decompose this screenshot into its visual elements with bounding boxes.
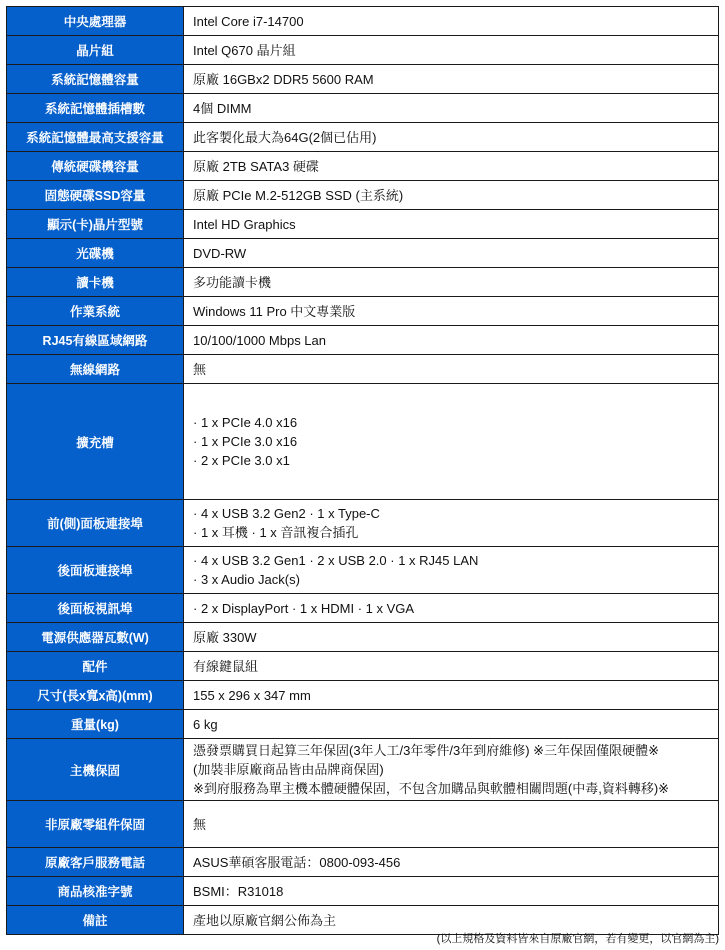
spec-value [184, 239, 719, 268]
spec-value-line: · 1 x PCIe 3.0 x16 [193, 434, 298, 449]
spec-value [184, 326, 719, 355]
spec-value [184, 65, 719, 94]
spec-value-line: 6 kg [193, 716, 218, 732]
spec-row [7, 268, 719, 297]
spec-value [184, 848, 719, 877]
spec-value-line: 有線鍵鼠組 [193, 658, 259, 674]
spec-value-line: Intel Core i7-14700 [193, 13, 304, 29]
spec-value-line: 原廠 2TB SATA3 硬碟 [193, 158, 319, 174]
spec-label: 作業系統 [7, 297, 184, 326]
spec-value-line: DVD-RW [193, 245, 247, 261]
spec-label: 備註 [7, 906, 184, 935]
spec-label: 原廠客戶服務電話 [7, 848, 184, 877]
spec-label: 非原廠零組件保固 [7, 801, 184, 848]
spec-value-line: · 4 x USB 3.2 Gen2 · 1 x Type-C [193, 506, 380, 521]
spec-label: 主機保固 [7, 739, 184, 801]
spec-value-line: 原廠 PCIe M.2-512GB SSD (主系統) [193, 187, 404, 203]
spec-value [184, 547, 719, 594]
spec-value-line: Windows 11 Pro 中文專業版 [193, 303, 356, 319]
spec-value-line: · 3 x Audio Jack(s) [193, 572, 300, 587]
spec-row [7, 681, 719, 710]
spec-value-line: 多功能讀卡機 [193, 274, 272, 290]
spec-value [184, 123, 719, 152]
spec-label: 無線網路 [7, 355, 184, 384]
spec-value [184, 652, 719, 681]
spec-value [184, 801, 719, 848]
spec-row [7, 326, 719, 355]
spec-row [7, 848, 719, 877]
spec-value-line: · 1 x 耳機 · 1 x 音訊複合插孔 [193, 525, 359, 540]
spec-value [184, 36, 719, 65]
spec-label: 系統記憶體最高支援容量 [7, 123, 184, 152]
spec-value [184, 623, 719, 652]
spec-label: 後面板視訊埠 [7, 594, 184, 623]
spec-row [7, 594, 719, 623]
spec-row [7, 623, 719, 652]
spec-value-line: 原廠 330W [193, 629, 257, 645]
spec-value [184, 210, 719, 239]
spec-label: 電源供應器瓦數(W) [7, 623, 184, 652]
spec-value [184, 384, 719, 500]
spec-label: 商品核准字號 [7, 877, 184, 906]
spec-value-line: ASUS華碩客服電話：0800-093-456 [193, 854, 401, 870]
spec-value [184, 681, 719, 710]
spec-label: 系統記憶體插槽數 [7, 94, 184, 123]
spec-label: 光碟機 [7, 239, 184, 268]
spec-value [184, 7, 719, 36]
spec-row [7, 384, 719, 500]
spec-value-line: 4個 DIMM [193, 100, 252, 116]
spec-label: 尺寸(長x寬x高)(mm) [7, 681, 184, 710]
spec-row [7, 500, 719, 547]
spec-value-line: 10/100/1000 Mbps Lan [193, 332, 326, 348]
spec-value-line: 產地以原廠官網公佈為主 [193, 912, 337, 928]
spec-value-line: · 4 x USB 3.2 Gen1 · 2 x USB 2.0 · 1 x RJ45 LAN [193, 553, 479, 568]
spec-value-line: · 1 x PCIe 4.0 x16 [193, 415, 298, 430]
spec-value-line: 無 [193, 816, 207, 832]
spec-row [7, 181, 719, 210]
spec-label: 顯示(卡)晶片型號 [7, 210, 184, 239]
spec-value-line: Intel HD Graphics [193, 216, 296, 232]
spec-label: 系統記憶體容量 [7, 65, 184, 94]
spec-value [184, 500, 719, 547]
spec-value-line: ※到府服務為單主機本體硬體保固，不包含加購品與軟體相關問題(中毒,資料轉移)※ [193, 781, 670, 796]
spec-label: 後面板連接埠 [7, 547, 184, 594]
spec-row [7, 94, 719, 123]
spec-value-line: Intel Q670 晶片組 [193, 42, 296, 58]
spec-value [184, 739, 719, 801]
spec-table [6, 6, 719, 935]
spec-value [184, 594, 719, 623]
spec-row [7, 210, 719, 239]
spec-value [184, 268, 719, 297]
spec-value [184, 297, 719, 326]
spec-value-line: · 2 x PCIe 3.0 x1 [193, 453, 290, 468]
spec-row [7, 36, 719, 65]
spec-value-line: 原廠 16GBx2 DDR5 5600 RAM [193, 71, 374, 87]
spec-row [7, 355, 719, 384]
spec-value [184, 710, 719, 739]
spec-row [7, 877, 719, 906]
spec-value [184, 355, 719, 384]
spec-row [7, 801, 719, 848]
spec-value-line: 憑發票購買日起算三年保固(3年人工/3年零件/3年到府維修) ※三年保固僅限硬體※ [193, 743, 659, 758]
spec-label: 晶片組 [7, 36, 184, 65]
footnote: (以上規格及資料皆來自原廠官網，若有變更，以官網為主) [436, 933, 719, 945]
spec-value-line: BSMI：R31018 [193, 883, 284, 899]
spec-row [7, 65, 719, 94]
spec-value-line: 155 x 296 x 347 mm [193, 687, 311, 703]
spec-label: 讀卡機 [7, 268, 184, 297]
spec-row [7, 710, 719, 739]
spec-label: 擴充槽 [7, 384, 184, 500]
spec-label: 前(側)面板連接埠 [7, 500, 184, 547]
spec-row [7, 297, 719, 326]
spec-label: 傳統硬碟機容量 [7, 152, 184, 181]
spec-value [184, 877, 719, 906]
spec-row [7, 739, 719, 801]
spec-row [7, 239, 719, 268]
spec-label: 中央處理器 [7, 7, 184, 36]
spec-label: 配件 [7, 652, 184, 681]
spec-value-line: (加裝非原廠商品皆由品牌商保固) [193, 762, 384, 777]
spec-table-body [7, 7, 719, 935]
spec-label: 固態硬碟SSD容量 [7, 181, 184, 210]
spec-row [7, 652, 719, 681]
spec-value [184, 94, 719, 123]
spec-row [7, 547, 719, 594]
spec-row [7, 123, 719, 152]
spec-value [184, 152, 719, 181]
spec-row [7, 7, 719, 36]
spec-label: RJ45有線區域網路 [7, 326, 184, 355]
spec-value-line: · 2 x DisplayPort · 1 x HDMI · 1 x VGA [193, 600, 415, 616]
spec-row [7, 152, 719, 181]
spec-label: 重量(kg) [7, 710, 184, 739]
spec-value [184, 181, 719, 210]
spec-value-line: 無 [193, 361, 207, 377]
spec-value-line: 此客製化最大為64G(2個已佔用) [193, 129, 377, 145]
